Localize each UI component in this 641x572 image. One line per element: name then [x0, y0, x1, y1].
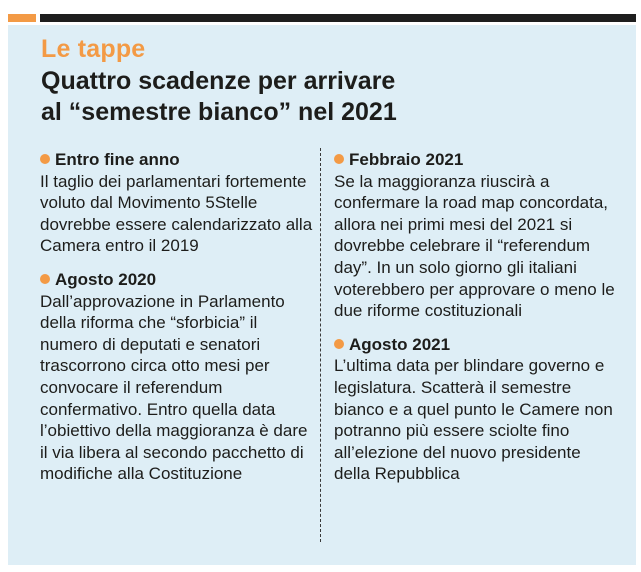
- stage-text: Il taglio dei parlamentari fortemente voluto dal Movimento 5Stelle dovrebbe essere calendarizzato alla Camera entro il 2019: [40, 171, 313, 256]
- column-divider: [320, 148, 322, 542]
- stage-text: L’ultima data per blindare governo e legislatura. Scatterà il semestre bianco e a quel punto le Camere non potranno più essere sciolte fino all’elezione del nuovo presidente della Repubblica: [334, 356, 613, 484]
- top-rule-bar: [40, 14, 636, 22]
- section-kicker: Le tappe: [41, 35, 146, 63]
- headline-line-1: Quattro scadenze per arrivare: [41, 67, 396, 95]
- bullet-dot-icon: [40, 274, 50, 284]
- infobox-panel: [8, 25, 636, 565]
- bullet-dot-icon: [334, 154, 344, 164]
- bullet-dot-icon: [334, 339, 344, 349]
- stage-item: [334, 149, 618, 322]
- headline: [41, 66, 601, 128]
- top-accent-bar: [8, 14, 36, 22]
- stage-heading: [40, 269, 316, 291]
- stage-item: [40, 269, 316, 485]
- stage-title: Agosto 2021: [349, 334, 451, 354]
- left-column: [40, 149, 316, 497]
- stage-title: Agosto 2020: [55, 269, 157, 289]
- stage-heading: [334, 149, 618, 171]
- stage-item: [40, 149, 316, 257]
- stage-item: [334, 334, 618, 485]
- stage-text: Dall’approvazione in Parlamento della riforma che “sforbicia” il numero di deputati e senatori trascorrono circa otto mesi per convocare il referendum confermativo. Entro quella data l’obiettivo della maggioranza è dare il via libera al secondo pacchetto di modifiche alla Costituzione: [40, 291, 308, 484]
- bullet-dot-icon: [40, 154, 50, 164]
- stage-text: Se la maggioranza riuscirà a confermare la road map concordata, allora nei primi mesi del 2021 si dovrebbe celebrare il “referendum day”. In un solo giorno gli italiani voterebbero per approvare o meno le due riforme costituzionali: [334, 171, 615, 321]
- stage-title: Entro fine anno: [55, 150, 180, 169]
- stage-heading: [40, 149, 316, 171]
- headline-line-2: al “semestre bianco” nel 2021: [41, 98, 397, 126]
- right-column: [334, 149, 618, 497]
- stage-heading: [334, 334, 618, 356]
- stage-title: Febbraio 2021: [349, 150, 464, 169]
